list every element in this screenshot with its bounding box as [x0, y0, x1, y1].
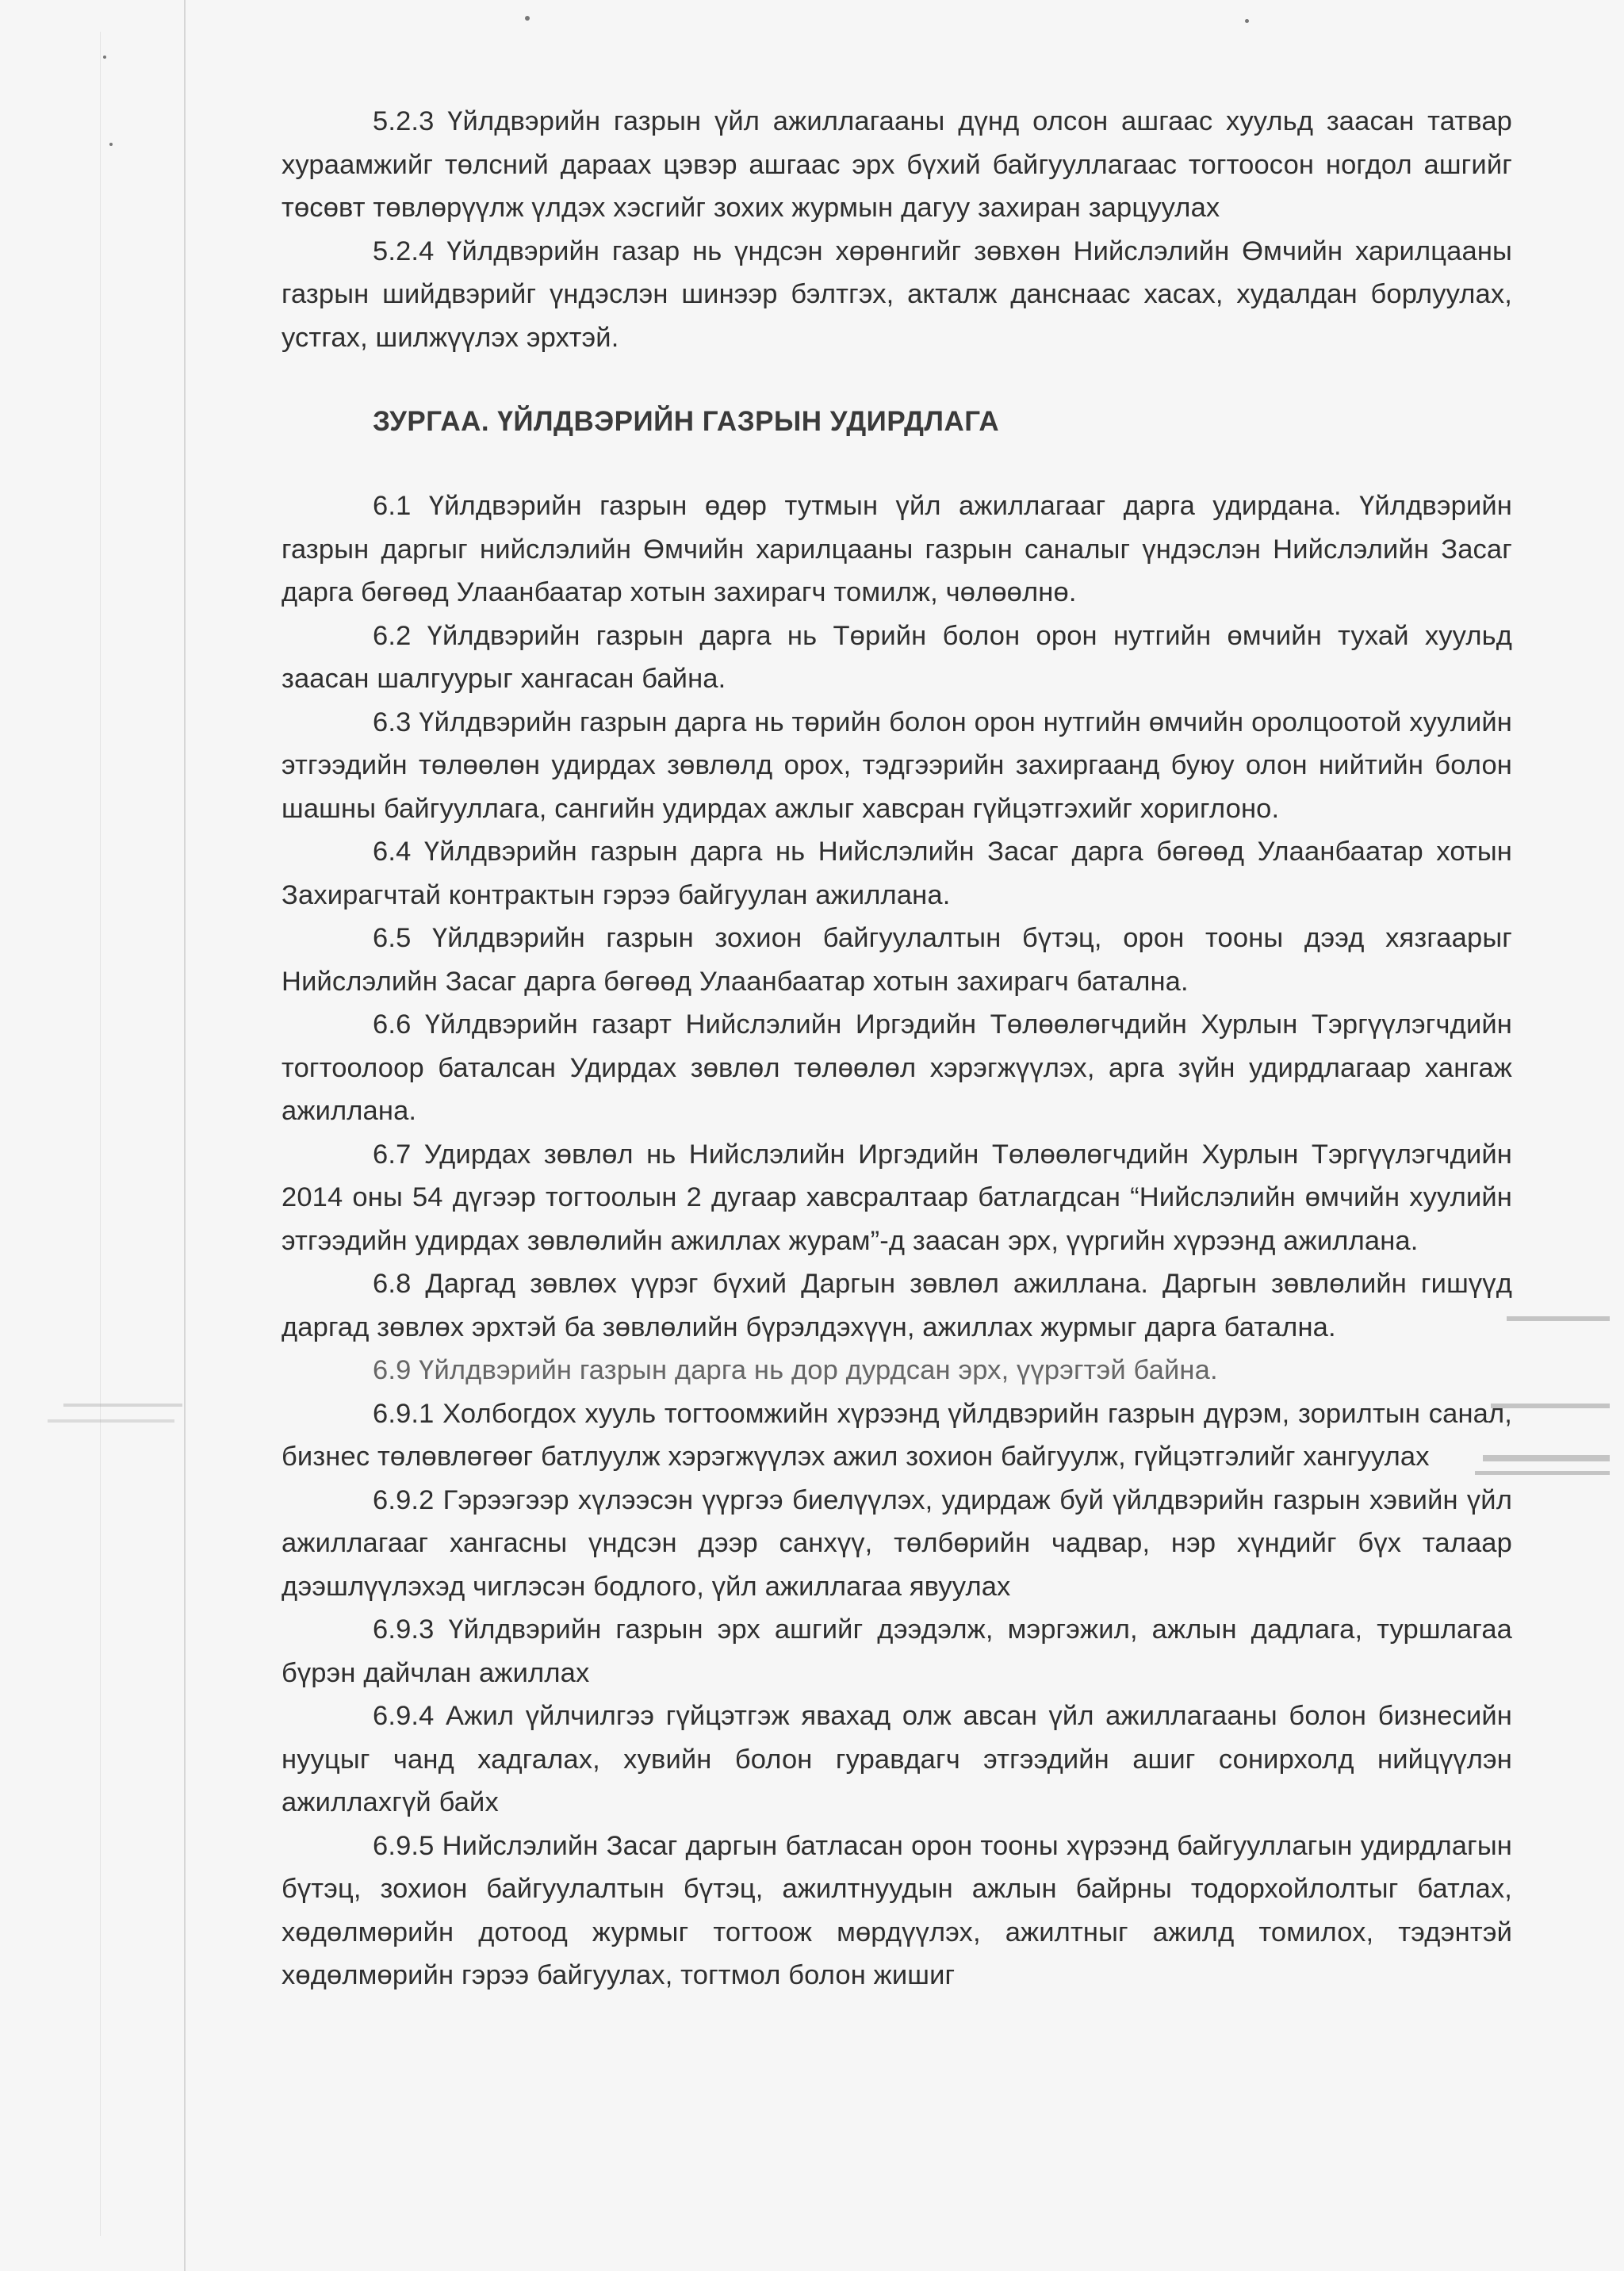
paragraph-6-8: 6.8 Даргад зөвлөх үүрэг бүхий Даргын зөвлөл ажиллана. Даргын зөвлөлийн гишүүд даргад зөвлөх эрхтэй ба зөвлөлийн бүрэлдэхүүн, ажиллах журмыг дарга батална.	[282, 1269, 1512, 1342]
document-body	[282, 100, 1512, 1997]
paragraph-6-9-2: 6.9.2 Гэрээгээр хүлээсэн үүргээ биелүүлэх, удирдаж буй үйлдвэрийн газрын хэвийн үйл ажиллагааг хангасны үндсэн дээр санхүү, төлбөрийн чадвар, нэр хүндийг бүх талаар дээшлүүлэхэд чиглэсэн бодлого, үйл ажиллагаа явуулах	[282, 1484, 1512, 1602]
scan-speck	[103, 56, 106, 59]
paragraph-6-1: 6.1 Үйлдвэрийн газрын өдөр тутмын үйл ажиллагааг дарга удирдана. Үйлдвэрийн газрын даргыг нийслэлийн Өмчийн харилцааны газрын саналыг үндэслэн Нийслэлийн Засаг дарга бөгөөд Улаанбаатар хотын захирагч томилж, чөлөөлнө.	[282, 491, 1512, 607]
paragraph-6-3: 6.3 Үйлдвэрийн газрын дарга нь төрийн болон орон нутгийн өмчийн оролцоотой хуулийн этгээдийн төлөөлөн удирдах зөвлөлд орох, тэдгээрийн захиргаанд буюу олон нийтийн болон шашны байгууллага, сангийн удирдах ажлыг хавсран гүйцэтгэхийг хориглоно.	[282, 707, 1512, 824]
scan-streak	[63, 1404, 182, 1407]
paragraph-6-6: 6.6 Үйлдвэрийн газарт Нийслэлийн Иргэдийн Төлөөлөгчдийн Хурлын Тэргүүлэгчдийн тогтоолоор баталсан Удирдах зөвлөл төлөөлөл хэрэгжүүлэх, арга зүйн удирдлагаар хангаж ажиллана.	[282, 1009, 1512, 1126]
paragraph-6-2: 6.2 Үйлдвэрийн газрын дарга нь Төрийн болон орон нутгийн өмчийн тухай хуульд заасан шалгуурыг хангасан байна.	[282, 620, 1512, 694]
paragraph-6-9-1: 6.9.1 Холбогдох хууль тогтоомжийн хүрээнд үйлдвэрийн газрын дүрэм, зорилтын санал, бизнес төлөвлөгөөг батлуулж хэрэгжүүлэх ажил зохион байгуулж, гүйцэтгэлийг хангуулах	[282, 1398, 1512, 1472]
scan-speck	[1245, 19, 1249, 23]
paragraph-6-9-4: 6.9.4 Ажил үйлчилгээ гүйцэтгэж явахад олж авсан үйл ажиллагааны болон бизнесийн нууцыг чанд хадгалах, хувийн болон гуравдагч этгээдийн ашиг сонирхолд нийцүүлэн ажиллахгүй байх	[282, 1701, 1512, 1817]
scan-streak	[48, 1419, 174, 1423]
scan-speck	[109, 143, 113, 146]
paragraph-6-9: 6.9 Үйлдвэрийн газрын дарга нь дор дурдсан эрх, үүрэгтэй байна.	[373, 1355, 1218, 1385]
scan-streak	[1507, 1316, 1610, 1321]
section-heading: ЗУРГАА. ҮЙЛДВЭРИЙН ГАЗРЫН УДИРДЛАГА	[373, 406, 1000, 437]
paragraph-6-9-5: 6.9.5 Нийслэлийн Засаг даргын батласан орон тооны хүрээнд байгууллагын удирдлагын бүтэц, зохион байгуулалтын бүтэц, ажилтнуудын ажлын байрны тодорхойлолтыг батлах, хөдөлмөрийн дотоод журмыг тогтоож мөрдүүлэх, ажилтныг ажилд томилох, тэдэнтэй хөдөлмөрийн гэрээ байгуулах, тогтмол болон жишиг	[282, 1830, 1512, 1990]
paragraph-6-7: 6.7 Удирдах зөвлөл нь Нийслэлийн Иргэдийн Төлөөлөгчдийн Хурлын Тэргүүлэгчдийн 2014 оны 54 дүгээр тогтоолын 2 дугаар хавсралтаар батлагдсан “Нийслэлийн өмчийн хуулийн этгээдийн удирдах зөвлөлийн ажиллах журам”-д заасан эрх, үүргийн хүрээнд ажиллана.	[282, 1139, 1512, 1256]
scan-margin-line-faint	[100, 32, 101, 2236]
paragraph-6-4: 6.4 Үйлдвэрийн газрын дарга нь Нийслэлийн Засаг дарга бөгөөд Улаанбаатар хотын Захирагчтай контрактын гэрээ байгуулан ажиллана.	[282, 837, 1512, 910]
scan-speck	[525, 16, 530, 21]
paragraph-5-2-3: 5.2.3 Үйлдвэрийн газрын үйл ажиллагааны дүнд олсон ашгаас хуульд заасан татвар хураамжийг төлсний дараах цэвэр ашгаас эрх бүхий байгууллагаас тогтоосон ногдол ашгийг төсөвт төвлөрүүлж үлдэх хэсгийг зохих журмын дагуу захиран зарцуулах	[282, 106, 1512, 223]
paragraph-6-5: 6.5 Үйлдвэрийн газрын зохион байгуулалтын бүтэц, орон тооны дээд хязгаарыг Нийслэлийн Засаг дарга бөгөөд Улаанбаатар хотын захирагч батална.	[282, 923, 1512, 997]
scan-margin-line	[184, 0, 186, 2271]
paragraph-5-2-4: 5.2.4 Үйлдвэрийн газар нь үндсэн хөрөнгийг зөвхөн Нийслэлийн Өмчийн харилцааны газрын шийдвэрийг үндэслэн шинээр бэлтгэх, акталж данснаас хасах, худалдан борлуулах, устгах, шилжүүлэх эрхтэй.	[282, 236, 1512, 353]
paragraph-6-9-3: 6.9.3 Үйлдвэрийн газрын эрх ашгийг дээдэлж, мэргэжил, ажлын дадлага, туршлагаа бүрэн дайчлан ажиллах	[282, 1614, 1512, 1688]
